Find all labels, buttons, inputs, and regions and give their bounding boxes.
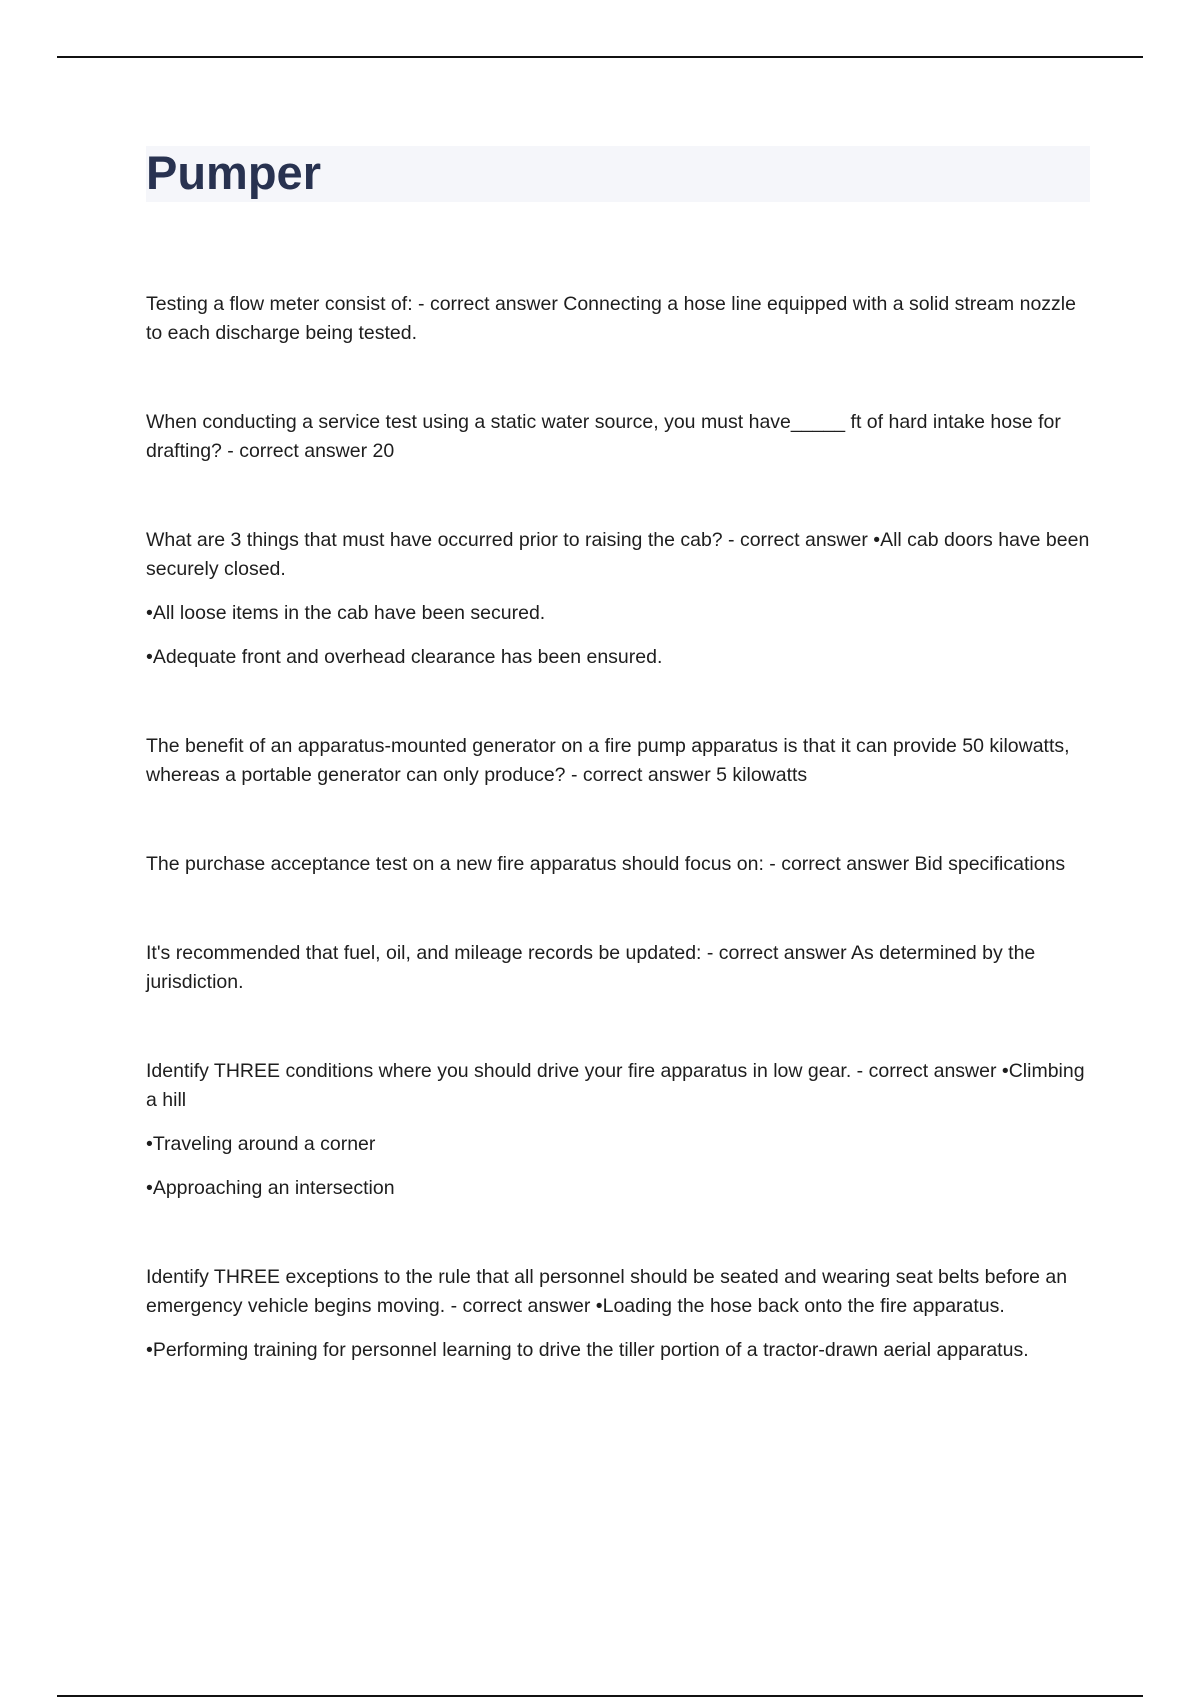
qa-item — [146, 1263, 1092, 1365]
page-title: Pumper — [146, 146, 321, 199]
qa-bullet: •Approaching an intersection — [146, 1177, 395, 1199]
qa-text: What are 3 things that must have occurred prior to raising the cab? - correct answer •All cab doors have been securely closed. — [146, 529, 1090, 580]
qa-item — [146, 850, 1092, 879]
qa-text: The purchase acceptance test on a new fire apparatus should focus on: - correct answer Bid specifications — [146, 853, 1066, 875]
bottom-divider — [57, 1695, 1143, 1697]
top-divider — [57, 56, 1143, 58]
qa-bullet: •Performing training for personnel learning to drive the tiller portion of a tractor-drawn aerial apparatus. — [146, 1339, 1029, 1361]
qa-item — [146, 939, 1092, 997]
qa-bullet: •Traveling around a corner — [146, 1133, 376, 1155]
qa-text: Identify THREE exceptions to the rule that all personnel should be seated and wearing seat belts before an emergency vehicle begins moving. - correct answer •Loading the hose back onto the fire apparatus. — [146, 1266, 1068, 1317]
qa-item — [146, 732, 1092, 790]
qa-text: Testing a flow meter consist of: - correct answer Connecting a hose line equipped with a solid stream nozzle to each discharge being tested. — [146, 293, 1076, 344]
qa-text: The benefit of an apparatus-mounted generator on a fire pump apparatus is that it can provide 50 kilowatts, whereas a portable generator can only produce? - correct answer 5 kilowatts — [146, 735, 1070, 786]
qa-text: When conducting a service test using a static water source, you must have_____ ft of hard intake hose for drafting? - correct answer 20 — [146, 411, 1061, 462]
qa-item — [146, 526, 1092, 672]
qa-item — [146, 290, 1092, 348]
qa-list — [146, 290, 1092, 1425]
qa-text: It's recommended that fuel, oil, and mileage records be updated: - correct answer As determined by the jurisdiction. — [146, 942, 1036, 993]
qa-bullet: •All loose items in the cab have been secured. — [146, 602, 546, 624]
qa-bullet: •Adequate front and overhead clearance has been ensured. — [146, 646, 663, 668]
qa-item — [146, 408, 1092, 466]
qa-text: Identify THREE conditions where you should drive your fire apparatus in low gear. - correct answer •Climbing a hill — [146, 1060, 1085, 1111]
qa-item — [146, 1057, 1092, 1203]
